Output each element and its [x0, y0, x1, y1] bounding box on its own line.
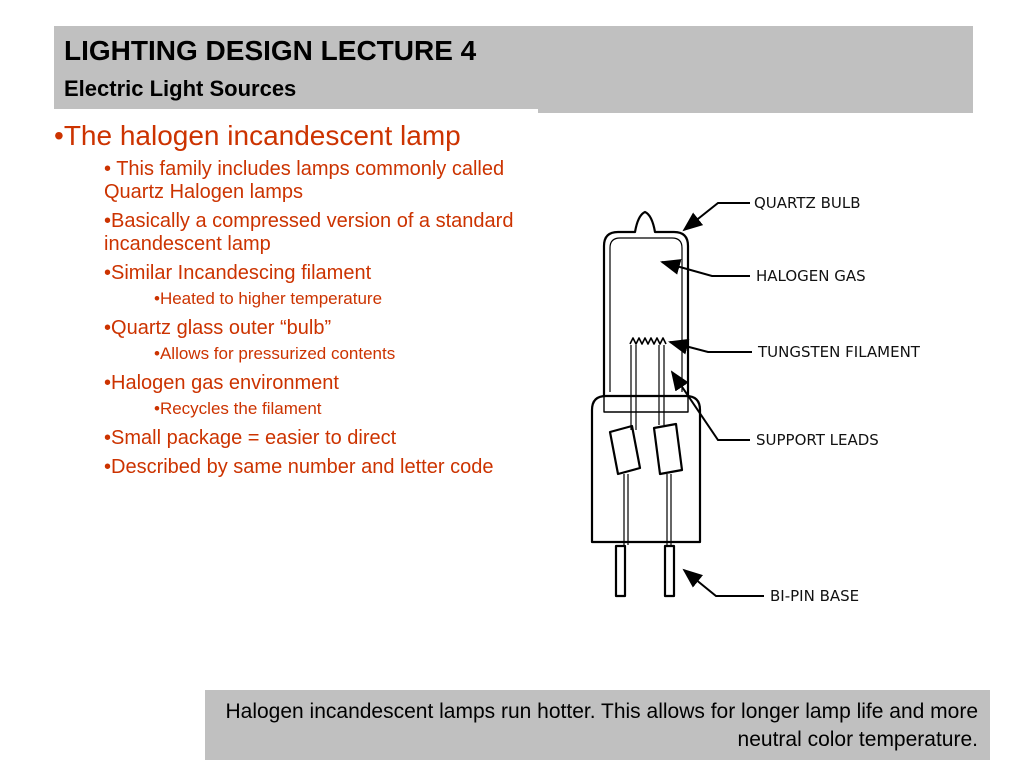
label-tungsten-filament: TUNGSTEN FILAMENT [758, 343, 920, 361]
support-foil-right [654, 424, 682, 474]
lamp-base [592, 396, 700, 542]
bullet-list [54, 120, 524, 485]
list-item: •Halogen gas environment [104, 372, 339, 394]
label-support-leads: SUPPORT LEADS [756, 431, 879, 449]
list-item: •Similar Incandescing filament [104, 262, 372, 284]
support-foil-left [610, 426, 640, 474]
list-item: •Allows for pressurized contents [154, 344, 396, 363]
slide-subtitle: Electric Light Sources [64, 76, 297, 101]
footer-text: Halogen incandescent lamps run hotter. This allows for longer lamp life and more neutral color temperature. [225, 700, 978, 751]
footer-note [205, 690, 990, 760]
banner-edge [538, 109, 973, 113]
list-item: •Basically a compressed version of a standard incandescent lamp [104, 210, 514, 255]
filament-coil [630, 338, 666, 344]
title-banner [54, 26, 973, 109]
list-item: •Recycles the filament [154, 399, 322, 418]
main-bullet: •The halogen incandescent lamp [54, 120, 461, 151]
slide-title: LIGHTING DESIGN LECTURE 4 [64, 35, 477, 66]
pin-right [665, 546, 674, 596]
label-quartz-bulb: QUARTZ BULB [754, 194, 861, 212]
pin-left [616, 546, 625, 596]
label-bi-pin-base: BI-PIN BASE [770, 587, 860, 605]
halogen-lamp-diagram [560, 180, 980, 620]
list-item: • This family includes lamps commonly called Quartz Halogen lamps [104, 158, 505, 203]
list-item: •Quartz glass outer “bulb” [104, 317, 332, 339]
label-halogen-gas: HALOGEN GAS [756, 267, 866, 285]
bulb-outline [604, 212, 688, 396]
list-item: •Described by same number and letter code [104, 456, 494, 478]
lamp-illustration [560, 180, 980, 620]
list-item: •Heated to higher temperature [154, 289, 383, 308]
list-item: •Small package = easier to direct [104, 427, 397, 449]
